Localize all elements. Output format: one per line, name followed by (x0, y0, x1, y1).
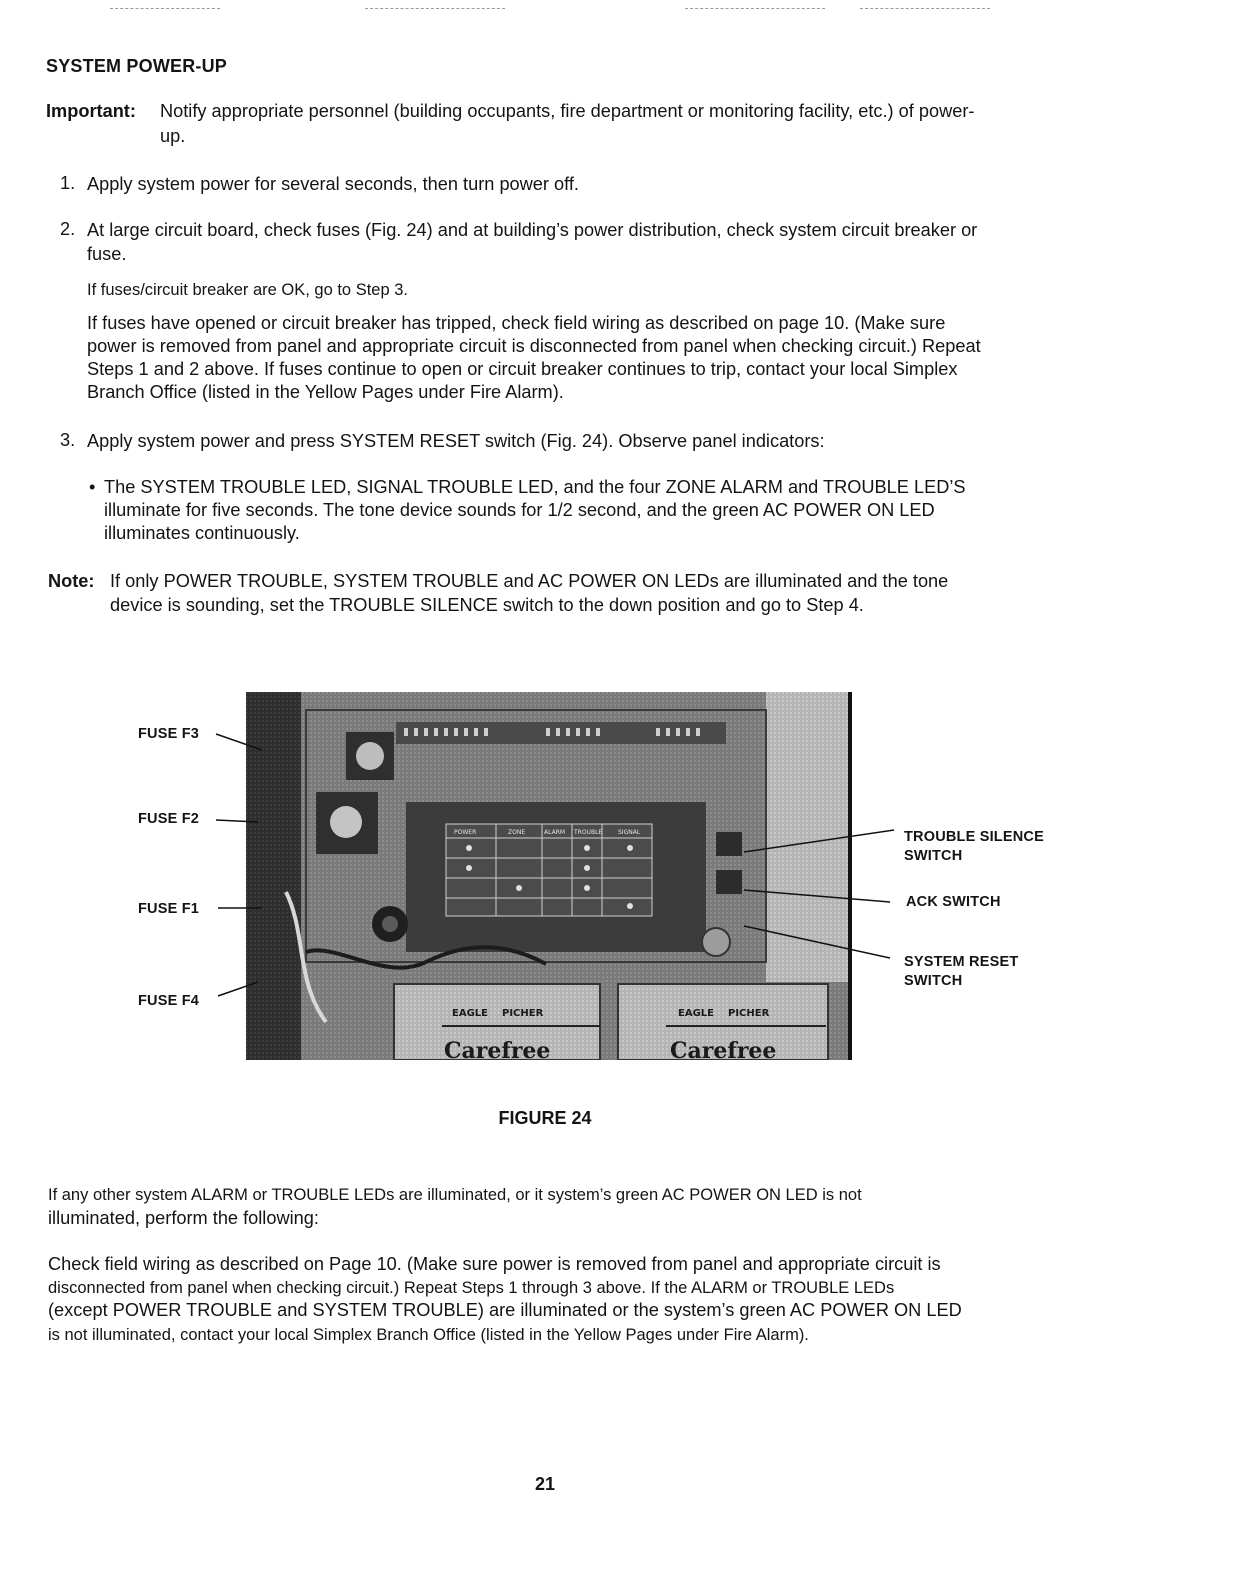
step-2-sub2-line2: power is removed from panel and appropriate circuit is disconnected from panel when checking circuit.) Repeat (87, 336, 981, 356)
after-p2-line4: is not illuminated, contact your local Simplex Branch Office (listed in the Yellow Pages under Fire Alarm). (48, 1326, 809, 1344)
important-text-line2: up. (160, 126, 186, 146)
battery-2-label: Carefree (670, 1038, 777, 1060)
step-3-number: 3. (60, 430, 76, 450)
battery-1-brand2: PICHER (502, 1008, 544, 1019)
callout-system-reset: SYSTEM RESET SWITCH (904, 954, 1019, 989)
callout-ack-switch: ACK SWITCH (906, 894, 1001, 910)
step-3-bullet-line2: illuminate for five seconds. The tone device sounds for 1/2 second, and the green AC POWER ON LED (104, 500, 935, 520)
after-p2-line3: (except POWER TROUBLE and SYSTEM TROUBLE) are illuminated or the system’s green AC POWER ON LED (48, 1300, 962, 1320)
section-heading: SYSTEM POWER-UP (46, 56, 228, 76)
step-3-text: Apply system power and press SYSTEM RESET switch (Fig. 24). Observe panel indicators: (87, 431, 825, 451)
callout-fuse-f4: FUSE F4 (138, 993, 200, 1009)
step-2-sub2-line4: Branch Office (listed in the Yellow Pages under Fire Alarm). (87, 382, 564, 402)
after-p1-line2: illuminated, perform the following: (48, 1208, 319, 1228)
step-1-text: Apply system power for several seconds, then turn power off. (87, 174, 579, 194)
battery-1-brand: EAGLE (452, 1008, 488, 1019)
callout-trouble-silence: TROUBLE SILENCE SWITCH (904, 829, 1044, 864)
step-3-bullet-line3: illuminates continuously. (104, 523, 300, 543)
figure-title: FIGURE 24 (498, 1108, 592, 1128)
panel-header-trouble: TROUBLE (574, 829, 603, 836)
panel-header-zone: ZONE (508, 829, 526, 836)
after-p2-line1: Check field wiring as described on Page 10. (Make sure power is removed from panel and appropriate circuit is (48, 1254, 941, 1274)
battery-2-brand: EAGLE (678, 1008, 714, 1019)
important-text-line1: Notify appropriate personnel (building occupants, fire department or monitoring facility, etc.) of power- (160, 101, 975, 121)
step-2-line2: fuse. (87, 244, 127, 264)
callout-fuse-f1: FUSE F1 (138, 901, 200, 917)
note-label: Note: (48, 571, 95, 591)
callout-fuse-f2: FUSE F2 (138, 811, 200, 827)
after-p1-line1: If any other system ALARM or TROUBLE LEDs are illuminated, or it system’s green AC POWER ON LED is not (48, 1186, 862, 1204)
step-2-sub2-line1: If fuses have opened or circuit breaker has tripped, check field wiring as described on page 10. (Make sure (87, 313, 946, 333)
page-number: 21 (534, 1474, 556, 1494)
panel-header-alarm: ALARM (544, 829, 566, 836)
step-2-number: 2. (60, 219, 76, 239)
after-p2-line2: disconnected from panel when checking circuit.) Repeat Steps 1 through 3 above. If the ALARM or TROUBLE LEDs (48, 1279, 895, 1297)
callout-fuse-f3: FUSE F3 (138, 726, 200, 742)
step-2-sub1: If fuses/circuit breaker are OK, go to Step 3. (87, 281, 408, 299)
panel-header-signal: SIGNAL (618, 829, 641, 836)
note-line1: If only POWER TROUBLE, SYSTEM TROUBLE and AC POWER ON LEDs are illuminated and the tone (110, 571, 949, 591)
step-1-number: 1. (60, 173, 76, 193)
step-2-sub2-line3: Steps 1 and 2 above. If fuses continue to open or circuit breaker continues to trip, contact your local Simplex (87, 359, 958, 379)
panel-header-power: POWER (454, 829, 477, 836)
step-2-line1: At large circuit board, check fuses (Fig. 24) and at building’s power distribution, check system circuit breaker or (87, 220, 978, 240)
battery-2-brand2: PICHER (728, 1008, 770, 1019)
battery-1-label: Carefree (444, 1038, 551, 1060)
note-line2: device is sounding, set the TROUBLE SILENCE switch to the down position and go to Step 4. (110, 595, 864, 615)
step-3-bullet: • (89, 477, 96, 497)
step-3-bullet-line1: The SYSTEM TROUBLE LED, SIGNAL TROUBLE LED, and the four ZONE ALARM and TROUBLE LED’S (104, 477, 966, 497)
important-label: Important: (46, 101, 136, 121)
